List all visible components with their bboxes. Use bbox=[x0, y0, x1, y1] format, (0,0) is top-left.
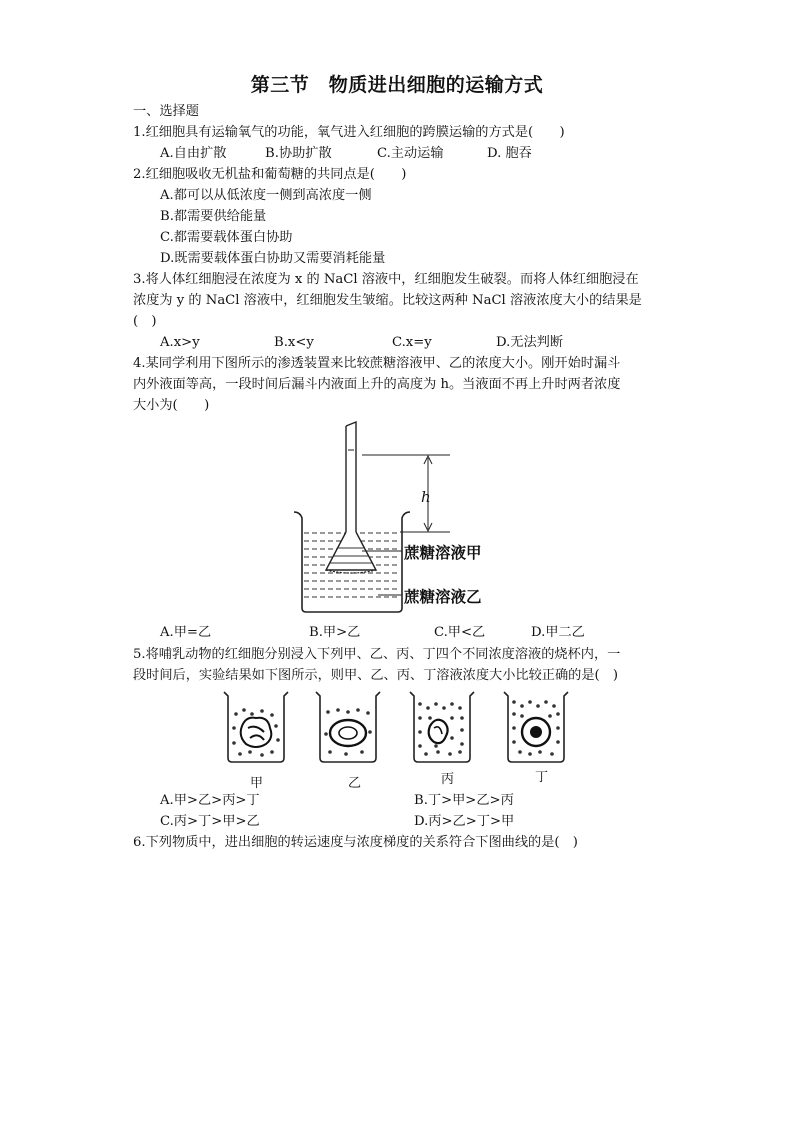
label-solution-yi: 蔗糖溶液乙 bbox=[404, 587, 482, 606]
question-4-stem-line-2: 内外液面等高，一段时间后漏斗内液面上升的高度为 h。当液面不再上升时两者浓度 bbox=[133, 377, 621, 392]
question-4-stem-line-3: 大小为( ) bbox=[133, 398, 210, 413]
q2-option-d: D.既需要载体蛋白协助又需要消耗能量 bbox=[160, 251, 386, 266]
question-2-stem: 2.红细胞吸收无机盐和葡萄糖的共同点是( ) bbox=[133, 167, 407, 182]
question-3-stem-line-1: 3.将人体红细胞浸在浓度为 x 的 NaCl 溶液中，红细胞发生破裂。而将人体红细胞浸在 bbox=[133, 272, 639, 287]
q3-option-b: B.x<y bbox=[274, 335, 314, 350]
funnel-tube bbox=[346, 422, 356, 532]
q5-option-b: B.丁>甲>乙>丙 bbox=[414, 793, 514, 808]
height-label: h bbox=[421, 488, 431, 506]
beaker-jia bbox=[224, 692, 288, 762]
page-title: 第三节 物质进出细胞的运输方式 bbox=[250, 74, 544, 96]
q3-option-c: C.x=y bbox=[392, 335, 432, 350]
question-3-stem-line-2: 浓度为 y 的 NaCl 溶液中，红细胞发生皱缩。比较这两种 NaCl 溶液浓度大小的结果是 bbox=[133, 293, 642, 308]
label-solution-jia: 蔗糖溶液甲 bbox=[404, 543, 482, 562]
beaker-yi bbox=[316, 692, 380, 762]
q2-option-b: B.都需要供给能量 bbox=[160, 209, 267, 224]
q1-option-c: C.主动运输 bbox=[377, 146, 444, 161]
question-6-stem: 6.下列物质中，进出细胞的转运速度与浓度梯度的关系符合下图曲线的是( ) bbox=[133, 835, 578, 850]
q4-option-d: D.甲二乙 bbox=[531, 625, 585, 640]
beaker-bing bbox=[410, 692, 474, 762]
q3-option-a: A.x>y bbox=[160, 335, 200, 350]
beaker-label-ding: 丁 bbox=[535, 770, 549, 785]
beaker-label-bing: 丙 bbox=[441, 772, 455, 787]
beaker-ding bbox=[504, 692, 568, 762]
beaker-label-yi: 乙 bbox=[348, 776, 362, 791]
q1-option-d: D. 胞吞 bbox=[487, 146, 532, 161]
q2-option-c: C.都需要载体蛋白协助 bbox=[160, 230, 293, 245]
question-5-stem-line-2: 段时间后，实验结果如下图所示，则甲、乙、丙、丁溶液浓度大小比较正确的是( ) bbox=[133, 668, 619, 683]
section-heading: 一、选择题 bbox=[133, 104, 199, 119]
question-3-stem-line-3: ( ) bbox=[133, 314, 157, 329]
q1-option-b: B.协助扩散 bbox=[265, 146, 332, 161]
q4-option-c: C.甲<乙 bbox=[434, 625, 486, 640]
question-1-stem: 1.红细胞具有运输氧气的功能，氧气进入红细胞的跨膜运输的方式是( ) bbox=[133, 125, 565, 140]
q5-option-a: A.甲>乙>丙>丁 bbox=[160, 793, 260, 808]
q3-option-d: D.无法判断 bbox=[496, 335, 564, 350]
q2-option-a: A.都可以从低浓度一侧到高浓度一侧 bbox=[160, 188, 372, 203]
question-4-stem-line-1: 4.某同学利用下图所示的渗透装置来比较蔗糖溶液甲、乙的浓度大小。刚开始时漏斗 bbox=[133, 356, 621, 371]
q5-option-c: C.丙>丁>甲>乙 bbox=[160, 814, 260, 829]
q1-option-a: A.自由扩散 bbox=[160, 146, 227, 161]
beaker-label-jia: 甲 bbox=[250, 776, 264, 791]
q4-option-a: A.甲=乙 bbox=[160, 625, 212, 640]
q5-option-d: D.丙>乙>丁>甲 bbox=[414, 814, 515, 829]
red-cell-beakers-figure bbox=[220, 688, 570, 768]
q4-option-b: B.甲>乙 bbox=[309, 625, 361, 640]
question-5-stem-line-1: 5.将哺乳动物的红细胞分别浸入下列甲、乙、丙、丁四个不同浓度溶液的烧杯内，一 bbox=[133, 647, 621, 662]
